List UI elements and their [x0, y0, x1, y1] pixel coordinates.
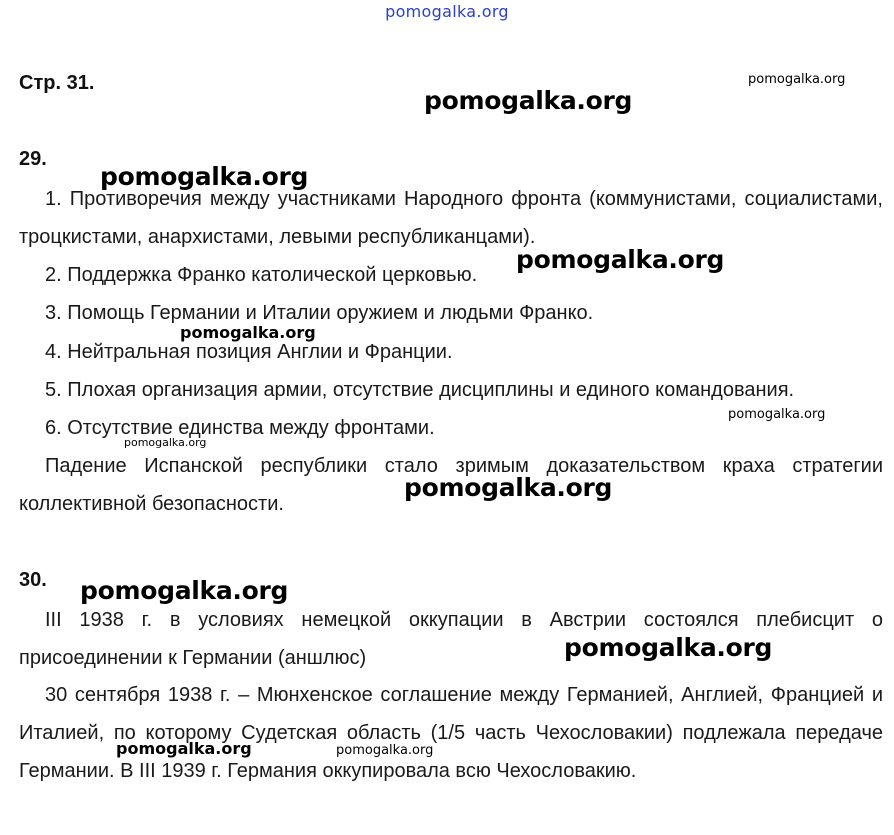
watermark-text: pomogalka.org — [728, 407, 826, 422]
task-30-paragraph-2: 30 сентября 1938 г. – Мюнхенское соглашение между Германией, Англией, Францией и Италией, по которому Судетская область (1/5 часть Чехословакии) подлежала передаче Германии. В III 1939 г. Германия оккупировала всю Чехословакию. — [19, 684, 883, 782]
watermark-text: pomogalka.org — [748, 72, 846, 87]
task-29-item-5: 5. Плохая организация армии, отсутствие дисциплины и единого командования. — [45, 379, 795, 401]
task-29-item-3: 3. Помощь Германии и Италии оружием и людьми Франко. — [45, 302, 594, 324]
watermark-text: pomogalka.org — [116, 739, 252, 758]
watermark-text: pomogalka.org — [564, 633, 773, 662]
header-watermark-link[interactable]: pomogalka.org — [385, 2, 509, 21]
watermark-text: pomogalka.org — [424, 86, 633, 115]
watermark-text: pomogalka.org — [100, 162, 309, 191]
task-29-item-4: 4. Нейтральная позиция Англии и Франции. — [45, 341, 453, 363]
page-label: Стр. 31. — [19, 72, 95, 94]
task-29-number: 29. — [19, 148, 47, 170]
watermark-text: pomogalka.org — [124, 436, 207, 449]
watermark-text: pomogalka.org — [516, 245, 725, 274]
watermark-text: pomogalka.org — [180, 323, 316, 342]
task-29-item-2: 2. Поддержка Франко католической церковью. — [45, 264, 478, 286]
task-29-conclusion: Падение Испанской республики стало зримым доказательством краха стратегии коллективной безопасности. — [19, 455, 883, 515]
watermark-text: pomogalka.org — [80, 576, 289, 605]
task-29-item-6: 6. Отсутствие единства между фронтами. — [45, 417, 435, 439]
watermark-text: pomogalka.org — [404, 473, 613, 502]
task-30-paragraph-1: III 1938 г. в условиях немецкой оккупации в Австрии состоялся плебисцит о присоединении к Германии (аншлюс) — [19, 609, 883, 669]
watermark-text: pomogalka.org — [336, 743, 434, 758]
task-30-number: 30. — [19, 569, 47, 591]
task-29-item-1: 1. Противоречия между участниками Народного фронта (коммунистами, социалистами, троцкистами, анархистами, левыми республиканцами). — [19, 188, 883, 248]
